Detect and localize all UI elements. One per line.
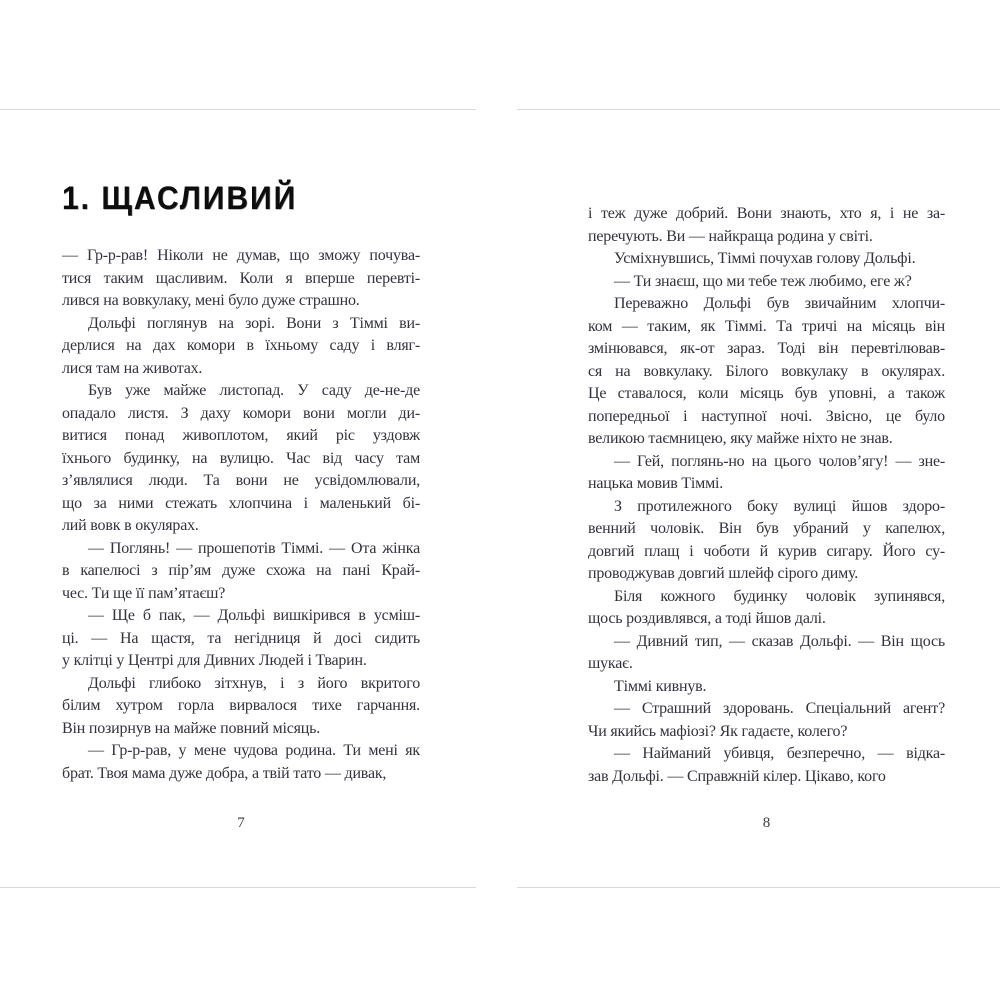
paragraph	[588, 203, 945, 248]
text-line: З протилежного боку вулиці йшов здоро-	[614, 497, 945, 515]
text-line: — Гр-р-рав, у мене чудова родина. Ти мені як	[88, 742, 420, 759]
page-left	[0, 109, 476, 888]
paragraph	[588, 248, 945, 271]
text-line: венний чоловік. Він був убраний у капелюх,	[588, 520, 945, 537]
text-line: ком — таким, як Тіммі. Та тричі на місяць він	[588, 317, 945, 335]
text-line: ся на вовкулаку. Білого вовкулаку в окулярах.	[588, 362, 945, 380]
text-line: дерлися на дах комори в їхньому саду і вляг-	[62, 337, 420, 354]
text-line: — Найманий убивця, безперечно, — відка-	[614, 745, 945, 762]
text-line: — Гр-р-рав! Ніколи не думав, що зможу почува-	[62, 247, 420, 264]
text-line: нацька мовив Тіммі.	[588, 475, 724, 492]
text-line: що за ними стежать хлопчина і маленький бі-	[62, 494, 420, 512]
text-line: проводжував довгий шлейф сірого диму.	[588, 565, 858, 582]
text-line: в капелюсі з пір’ям дуже схожа на пані Край-	[62, 562, 420, 579]
text-line: брат. Твоя мама дуже добра, а твій тато — дивак,	[62, 764, 387, 782]
text-line: чес. Ти ще її пам’ятаєш?	[62, 584, 226, 602]
text-line: Усміхнувшись, Тіммі почухав голову Дольфі.	[614, 250, 916, 267]
text-line: попередньої і наступної ночі. Звісно, це було	[588, 407, 945, 425]
text-line: лий вовк в окулярах.	[62, 517, 199, 534]
text-line: Він позирнув на майже повний місяць.	[62, 719, 321, 737]
text-line: лився на вовкулаку, мені було дуже страшно.	[62, 292, 360, 309]
text-line: тися таким щасливим. Коли я вперше перевті-	[62, 269, 420, 287]
text-line: у клітці у Центрі для Дивних Людей і Тварин.	[62, 652, 367, 669]
text-line: Переважно Дольфі був звичайним хлопчи-	[614, 295, 945, 312]
page-left-text	[62, 245, 420, 785]
paragraph	[588, 676, 945, 699]
paragraph	[588, 293, 945, 451]
text-line: Тіммі кивнув.	[614, 677, 707, 695]
paragraph	[62, 245, 420, 313]
text-line: — Страшний здоровань. Спеціальний агент?	[614, 700, 945, 717]
text-line: опадало листя. З даху комори вони могли ди-	[62, 404, 420, 422]
text-line: перечують. Ви — найкраща родина у світі.	[588, 227, 873, 245]
text-line: Був уже майже листопад. У саду де-не-де	[88, 382, 420, 399]
paragraph	[62, 673, 420, 741]
text-line: їхнього будинку, на вулицю. Час від часу там	[62, 449, 420, 467]
paragraph	[62, 605, 420, 673]
paragraph	[62, 313, 420, 381]
paragraph	[62, 380, 420, 538]
text-line: — Ще б пак, — Дольфі вишкірився в усміш-	[88, 607, 420, 624]
text-line: білим хутром горла вирвалося тихе гарчання.	[62, 697, 420, 714]
text-line: шукає.	[588, 655, 633, 672]
paragraph	[588, 451, 945, 496]
page-right-text	[588, 203, 945, 788]
text-line: і теж дуже добрий. Вони знають, хто я, і не за-	[588, 205, 945, 222]
text-line: — Гей, поглянь-но на цього чолов’ягу! — зне-	[614, 452, 945, 470]
text-line: зав Дольфі. — Справжній кілер. Цікаво, кого	[588, 767, 886, 785]
text-line: лися там на животах.	[62, 359, 203, 377]
text-line: ці. — На щастя, та негідниця й досі сидить	[62, 629, 420, 647]
text-line: великою таємницею, яку майже ніхто не знав.	[588, 430, 893, 447]
text-line: — Ти знаєш, що ми тебе теж любимо, еге ж?	[614, 272, 912, 290]
page-number-right: 8	[762, 815, 771, 831]
text-line: з’являлися люди. Та вони не усвідомлювали,	[62, 472, 420, 489]
chapter-heading: 1. ЩАСЛИВИЙ	[62, 180, 298, 217]
paragraph	[588, 698, 945, 743]
paragraph	[588, 586, 945, 631]
paragraph	[588, 271, 945, 294]
paragraph	[62, 740, 420, 785]
paragraph	[588, 631, 945, 676]
paragraph	[588, 743, 945, 788]
text-line: Це ставалося, коли місяць був уповні, а також	[588, 385, 945, 402]
text-line: змінювався, як-от зараз. Тоді він перевтілював-	[588, 340, 945, 357]
text-line: Дольфі поглянув на зорі. Вони з Тіммі ви-	[88, 314, 420, 332]
text-line: Біля кожного будинку чоловік зупинявся,	[614, 587, 945, 605]
text-line: — Поглянь! — прошепотів Тіммі. — Ота жінка	[88, 539, 420, 557]
page-number-left: 7	[237, 815, 245, 831]
text-line: Чи якийсь мафіозі? Як гадаєте, колего?	[588, 722, 848, 740]
text-line: витися понад живоплотом, який ріс уздовж	[62, 427, 420, 444]
paragraph	[588, 496, 945, 586]
text-line: щось роздивлявся, а тоді йшов далі.	[588, 610, 826, 627]
page-right	[517, 109, 1000, 888]
text-line: довгий плащ і чоботи й курив сигару. Його су-	[588, 542, 945, 560]
text-line: Дольфі глибоко зітхнув, і з його вкритого	[88, 674, 420, 692]
text-line: — Дивний тип, — сказав Дольфі. — Він щось	[614, 632, 945, 650]
paragraph	[62, 538, 420, 606]
